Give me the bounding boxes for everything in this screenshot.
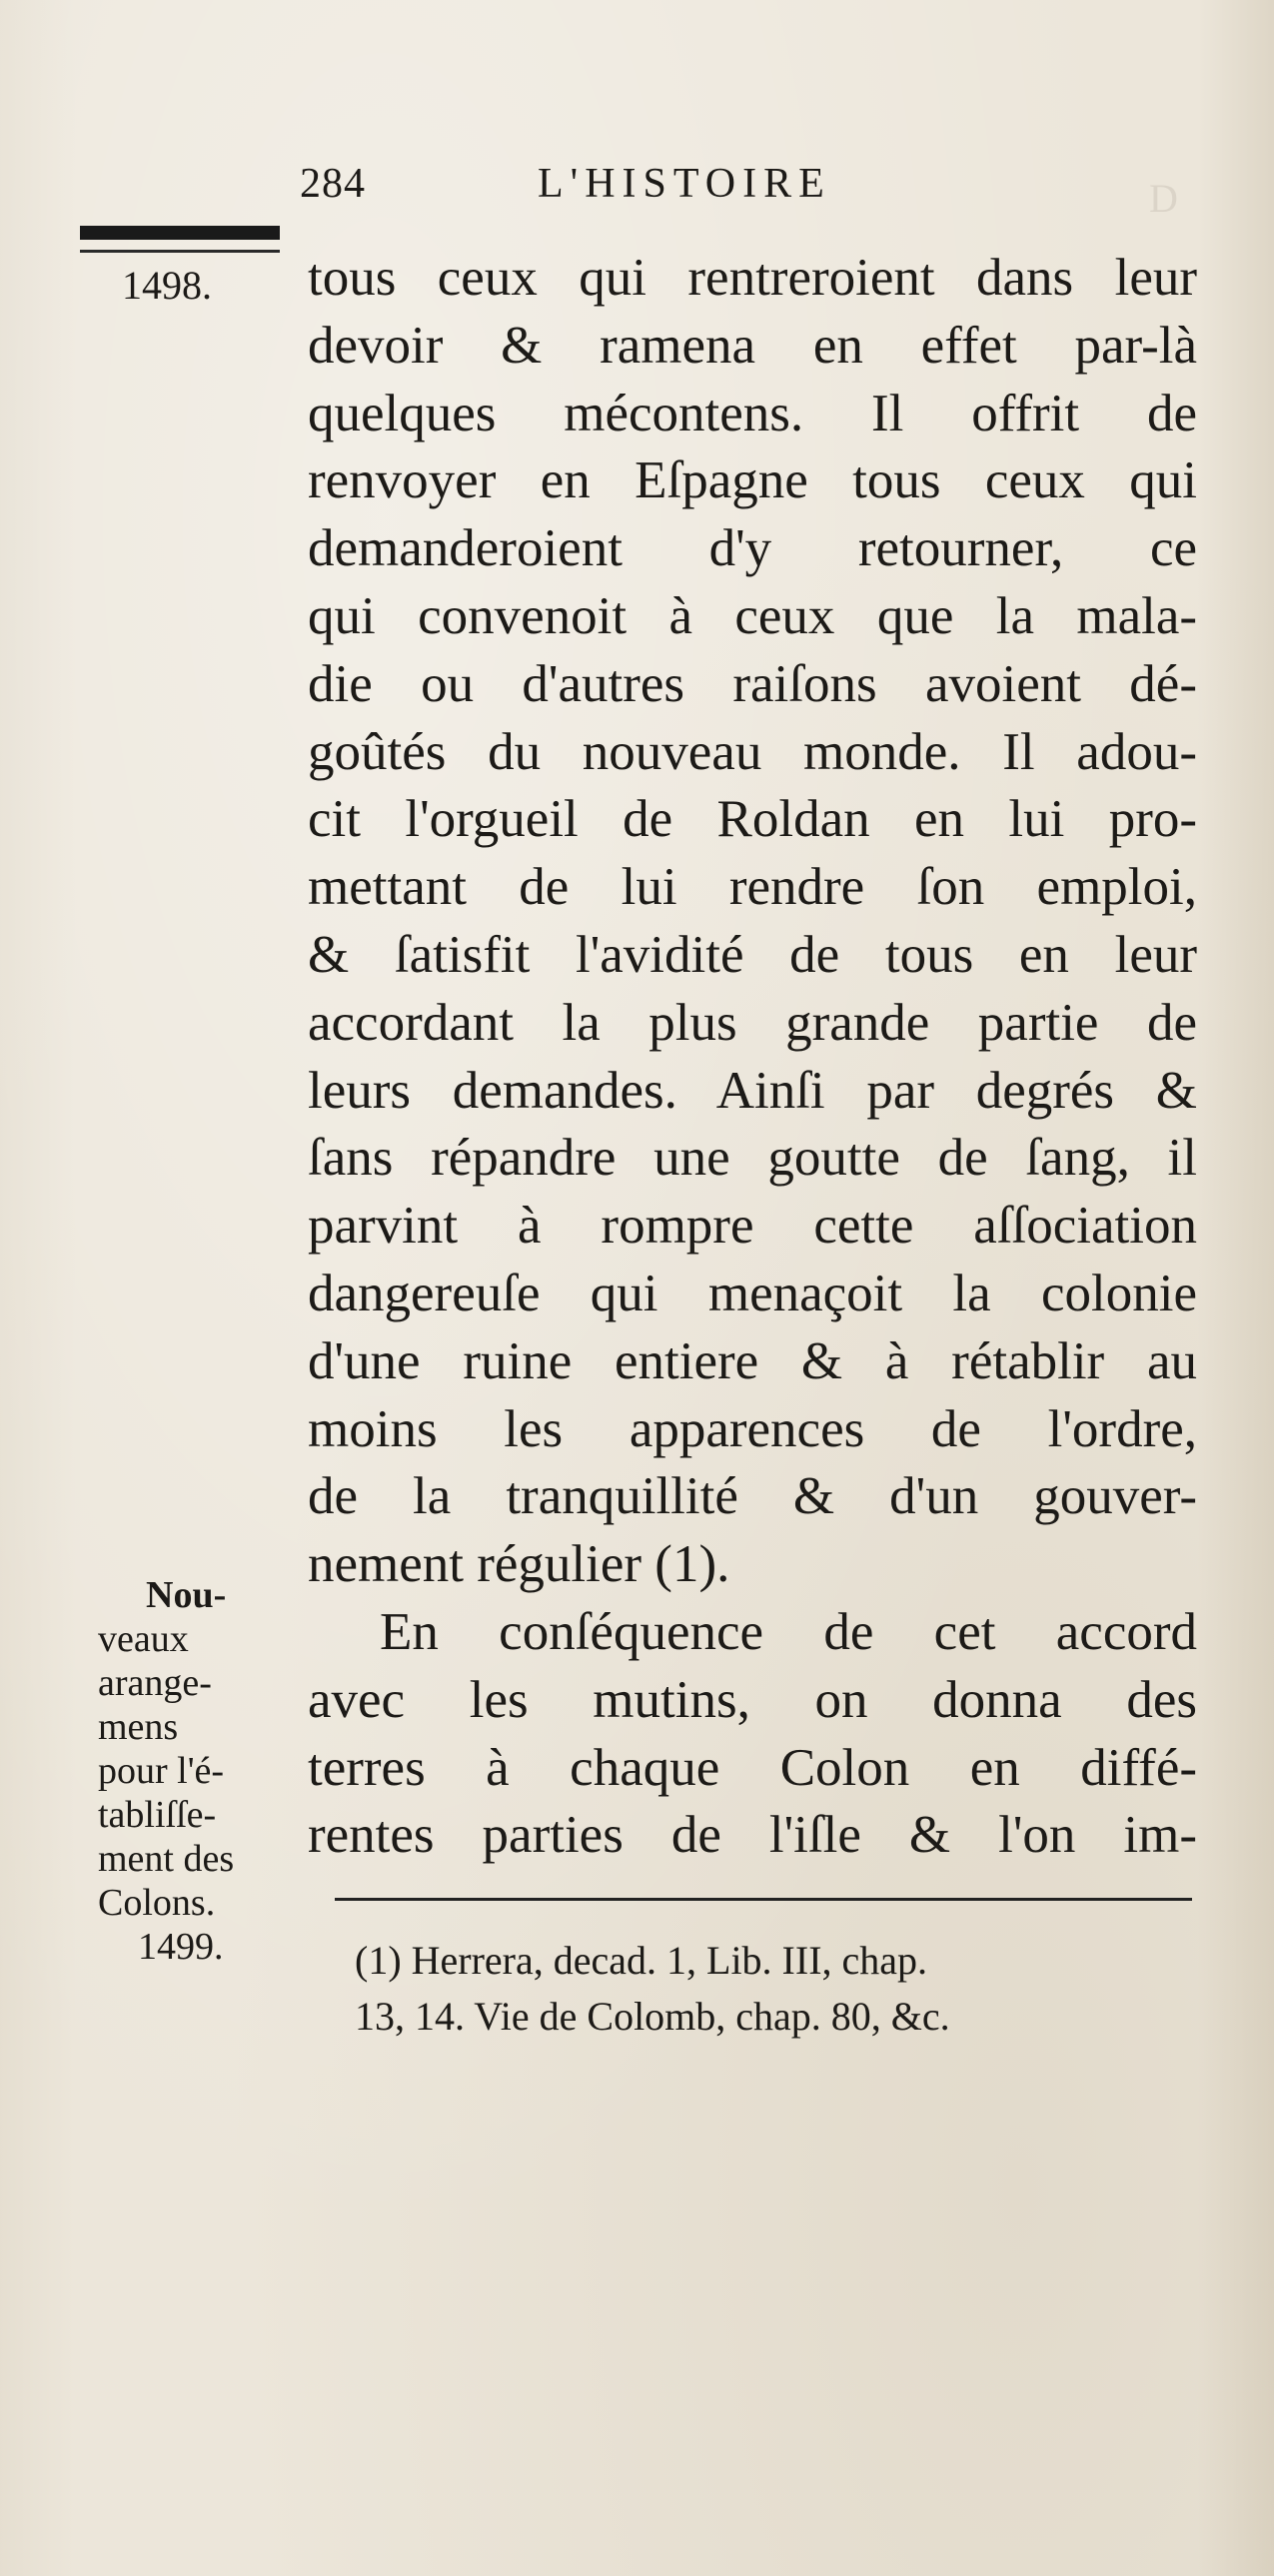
margin-note-line: tabliſſe- xyxy=(98,1794,217,1836)
body-line: cit l'orgueil de Roldan en lui pro- xyxy=(308,790,1197,849)
body-line: d'une ruine entiere & à rétablir au xyxy=(308,1331,1197,1390)
body-line: quelques mécontens. Il offrit de xyxy=(308,384,1197,442)
margin-note-line: Colons. xyxy=(98,1882,216,1924)
body-line: terres à chaque Colon en diffé- xyxy=(308,1738,1197,1797)
body-line: rentes parties de l'iſle & l'on im- xyxy=(308,1806,1197,1865)
bleed-through: D xyxy=(1149,176,1178,221)
body-line: devoir & ramena en effet par-là xyxy=(308,316,1197,375)
margin-year-bottom: 1499. xyxy=(138,1926,224,1968)
margin-note-line: mens xyxy=(98,1706,179,1748)
body-line: accordant la plus grande partie de xyxy=(308,993,1197,1052)
margin-note-line: pour l'é- xyxy=(98,1750,225,1792)
footnote-line-2: 13, 14. Vie de Colomb, chap. 80, &c. xyxy=(355,1994,950,2039)
body-line: demanderoient d'y retourner, ce xyxy=(308,519,1197,578)
body-line: de la tranquillité & d'un gouver- xyxy=(308,1467,1197,1526)
margin-note-line: arange- xyxy=(98,1662,212,1704)
body-line: mettant de lui rendre ſon emploi, xyxy=(308,858,1197,917)
body-line: goûtés du nouveau monde. Il adou- xyxy=(308,722,1197,781)
body-line: tous ceux qui rentreroient dans leur xyxy=(308,249,1197,307)
body-line: & ſatisfit l'avidité de tous en leur xyxy=(308,925,1197,984)
body-line: moins les apparences de l'ordre, xyxy=(308,1399,1197,1458)
body-line: leurs demandes. Ainſi par degrés & xyxy=(308,1061,1197,1120)
body-line: renvoyer en Eſpagne tous ceux qui xyxy=(308,451,1197,510)
body-line: avec les mutins, on donna des xyxy=(308,1670,1197,1729)
footnote xyxy=(355,1933,1214,2045)
margin-note-line: Nou- xyxy=(146,1574,227,1616)
body-text xyxy=(308,245,1197,1870)
body-line: parvint à rompre cette aſſociation xyxy=(308,1197,1197,1256)
body-line: En conſéquence de cet accord xyxy=(380,1602,1197,1661)
running-title: L'HISTOIRE xyxy=(538,161,831,207)
body-line: nement régulier (1). xyxy=(308,1535,730,1594)
footnote-rule xyxy=(335,1898,1192,1901)
body-line: qui convenoit à ceux que la mala- xyxy=(308,586,1197,645)
body-line: ſans répandre une goutte de ſang, il xyxy=(308,1129,1197,1188)
margin-note-line: veaux xyxy=(98,1618,189,1660)
margin-note-line: ment des xyxy=(98,1838,235,1880)
margin-year-top: 1498. xyxy=(122,263,212,308)
body-line: die ou d'autres raiſons avoient dé- xyxy=(308,654,1197,713)
margin-note xyxy=(98,1573,308,1969)
margin-rule-thick xyxy=(80,226,280,240)
page-number: 284 xyxy=(300,161,366,207)
footnote-line-1: (1) Herrera, decad. 1, Lib. III, chap. xyxy=(355,1938,928,1983)
margin-rule-thin xyxy=(80,250,280,253)
body-line: dangereuſe qui menaçoit la colonie xyxy=(308,1264,1197,1322)
